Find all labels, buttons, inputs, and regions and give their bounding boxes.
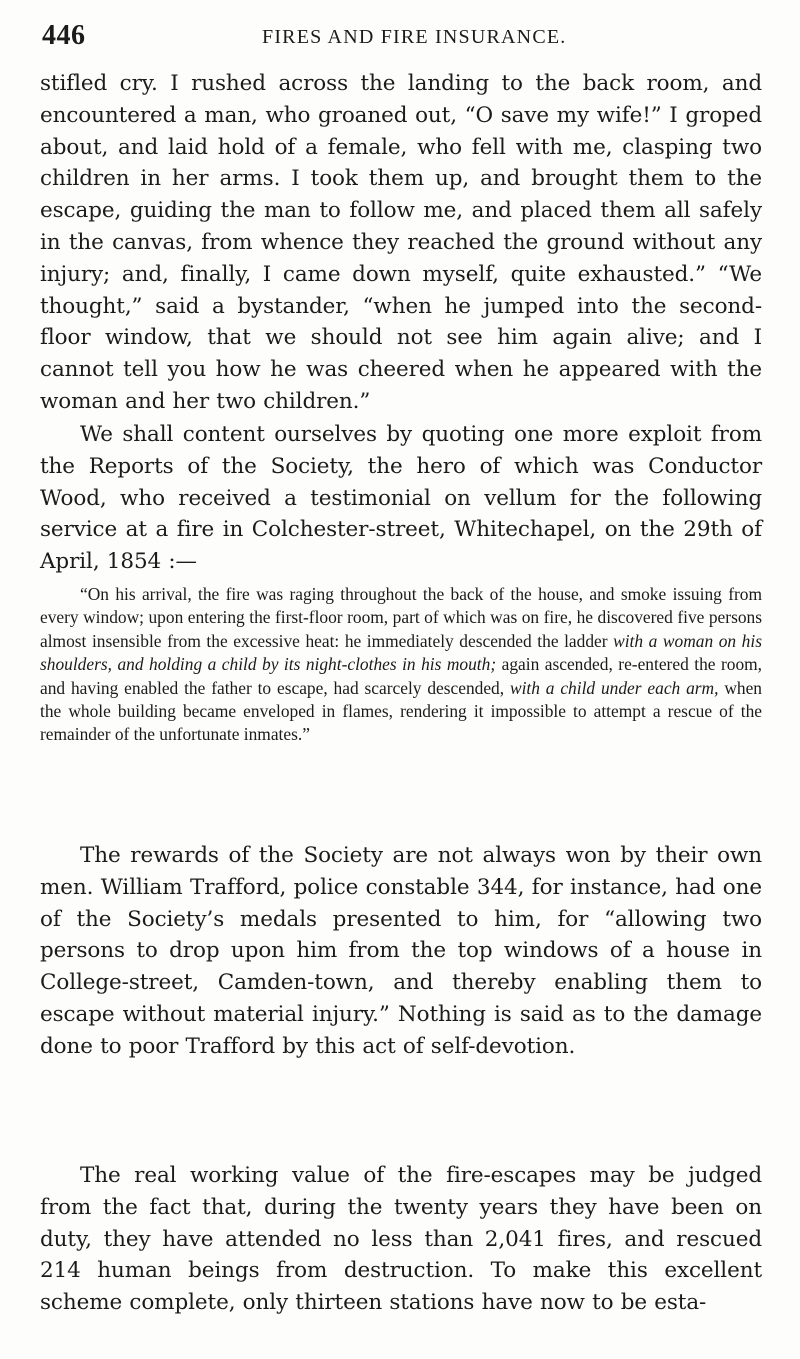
quote-text-2: again ascended, re-entered the room, and having enabled the father to escape, had scarcely descended, bbox=[40, 654, 763, 698]
quote-text-3: when the whole building became enveloped in flames, rendering it impossible to attempt a rescue of the remainder of the unfortunate inmates.” bbox=[40, 677, 762, 745]
page-number: 446 bbox=[42, 20, 86, 51]
paragraph-5: The real working value of the fire-escapes may be judged from the fact that, during the twenty years they have been on duty, they have attended no less than 2,041 fires, and rescued 214 human beings from destruction. To make this excellent scheme complete, only thirteen stations have now to be esta- bbox=[40, 1163, 762, 1316]
paragraph-4: The rewards of the Society are not always won by their own men. William Trafford, police constable 344, for instance, had one of the Society’s medals presented to him, for “allowing two persons to drop upon him from the top windows of a house in College-street, Camden-town, and thereby enabling them to escape without material injury.” Nothing is said as to the damage done to poor Trafford by this act of self-devotion. bbox=[40, 843, 762, 1059]
page-header bbox=[42, 20, 762, 54]
quote-emphasis-2: with a child under each arm, bbox=[509, 677, 719, 698]
quoted-report bbox=[40, 583, 762, 747]
running-head: FIRES AND FIRE INSURANCE. bbox=[262, 26, 567, 48]
paragraph-1: stifled cry. I rushed across the landing to the back room, and encountered a man, who groaned out, “O save my wife!” I groped about, and laid hold of a female, who fell with me, clasping two children in her arms. I took them up, and brought them to the escape, guiding the man to follow me, and placed them all safely in the canvas, from whence they reached the ground without any injury; and, finally, I came down myself, quite exhausted.” “We thought,” said a bystander, “when he jumped into the second-floor window, that we should not see him again alive; and I cannot tell you how he was cheered when he appeared with the woman and her two children.” bbox=[40, 71, 762, 414]
quote-emphasis-1: with a woman on his shoulders, and holding a child by its night-clothes in his mouth; bbox=[40, 630, 762, 675]
paragraph-2: We shall content ourselves by quoting one more exploit from the Reports of the Society, the hero of which was Conductor Wood, who received a testimonial on vellum for the following service at a fire in Colchester-street, Whitechapel, on the 29th of April, 1854 :— bbox=[40, 422, 762, 575]
quote-text-1: “On his arrival, the fire was raging throughout the back of the house, and smoke issuing from every window; upon entering the first-floor room, part of which was on fire, he discovered five persons almost insensible from the excessive heat: he immediately descended the ladder bbox=[40, 584, 762, 651]
